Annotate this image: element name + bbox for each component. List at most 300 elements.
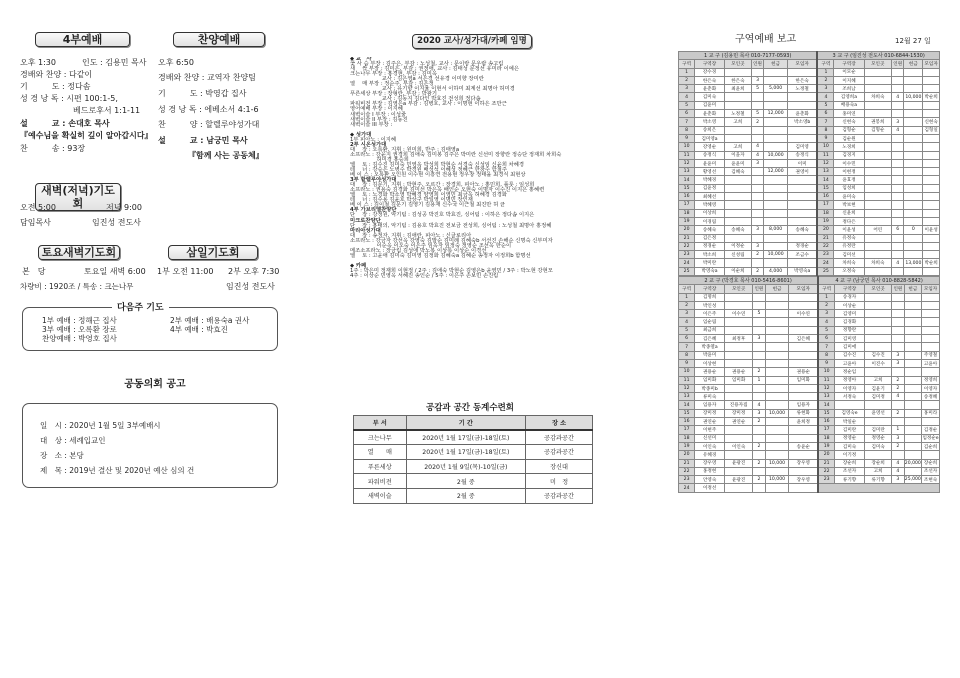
zone-number: 5 bbox=[817, 101, 834, 109]
zone-cell bbox=[764, 184, 788, 192]
table-row bbox=[679, 484, 940, 492]
zone-cell bbox=[923, 251, 940, 259]
zone-cell bbox=[892, 101, 904, 109]
table-cell: 장신대 bbox=[526, 459, 593, 474]
zone-cell bbox=[751, 184, 763, 192]
zone-number: 23 bbox=[817, 251, 834, 259]
zone-cell bbox=[725, 426, 753, 434]
zone-cell: 10,000 bbox=[765, 476, 789, 484]
zone-cell bbox=[892, 343, 904, 351]
zone-cell: 장순희 bbox=[865, 459, 892, 467]
zone-cell: 박영숙a bbox=[788, 267, 818, 275]
zone-cell bbox=[904, 451, 922, 459]
column-header: 모인곳 bbox=[724, 60, 751, 68]
zone-cell: 이진수 bbox=[865, 359, 892, 367]
zone-cell: 김윤기 bbox=[865, 384, 892, 392]
zone-number: 2 bbox=[818, 301, 834, 309]
zone-cell bbox=[904, 467, 922, 475]
saturday-note: 차량비 : 1920조 / 특송 : 크는나무 bbox=[20, 282, 134, 291]
zone-cell bbox=[789, 384, 818, 392]
zone-cell: 홍미연 bbox=[834, 110, 864, 118]
zone-cell bbox=[904, 209, 923, 217]
zone-cell bbox=[923, 143, 940, 151]
zone-cell: 김미선 bbox=[834, 251, 864, 259]
zone-cell: 이기정 bbox=[835, 451, 865, 459]
table-cell: 새벽이슬 bbox=[354, 488, 407, 503]
zone-cell bbox=[725, 351, 753, 359]
zone-cell: 윤춘화 bbox=[788, 110, 818, 118]
zone-cell: 김경화 bbox=[835, 318, 865, 326]
zone-cell: 이현정 bbox=[834, 168, 864, 176]
zone-cell bbox=[753, 359, 765, 367]
table-row bbox=[679, 242, 940, 250]
zone-number: 23 bbox=[679, 476, 695, 484]
zone-cell: 윤춘화 bbox=[695, 85, 725, 93]
zone-cell bbox=[904, 409, 922, 417]
zone-cell bbox=[764, 201, 788, 209]
zone-cell: 강수경 bbox=[695, 68, 725, 76]
zone-cell bbox=[751, 193, 763, 201]
appointment-line: 이순옥 이오숙 이은주 임옥자 임정숙 정영순 조선옥 한순이 bbox=[350, 242, 512, 249]
zone-cell: 2 bbox=[892, 376, 904, 384]
zone-cell: 김순희 bbox=[922, 442, 940, 450]
zone-cell: 조희남 bbox=[834, 85, 864, 93]
zone-cell bbox=[764, 126, 788, 134]
zone-cell: 박영숙a bbox=[695, 267, 725, 275]
zone-cell: 이미 bbox=[788, 159, 818, 167]
zone-cell: 정경순 bbox=[788, 242, 818, 250]
zone-cell: 장우영 bbox=[789, 476, 818, 484]
table-row bbox=[679, 126, 940, 134]
table-row bbox=[679, 226, 940, 234]
appointment-line: 엘 토 : 노경화 박소영 박혜경 양영희 이영민 최금옥 허혜경 김경화 bbox=[350, 192, 507, 199]
zone-number: 22 bbox=[817, 242, 834, 250]
zone-cell: 이모순 bbox=[834, 68, 864, 76]
zone-cell bbox=[765, 418, 789, 426]
zone-cell: 신현숙 bbox=[923, 118, 940, 126]
zone-cell bbox=[892, 151, 904, 159]
zone-cell: 김미애 bbox=[835, 343, 865, 351]
zone-cell: 진용자집 bbox=[725, 401, 753, 409]
zone-cell: 5 bbox=[751, 110, 763, 118]
zone-cell: 장미정 bbox=[725, 409, 753, 417]
zone-cell: 송윤순 bbox=[789, 442, 818, 450]
zone-number: 20 bbox=[818, 451, 834, 459]
zone-number: 4 bbox=[679, 93, 695, 101]
zone-number: 19 bbox=[679, 217, 695, 225]
table-row bbox=[679, 318, 940, 326]
praise-line: 성 경 낭 독 : 에베소서 4:1-6 bbox=[158, 105, 259, 114]
column-header: 부 서 bbox=[354, 416, 407, 431]
zone-cell bbox=[922, 368, 940, 376]
zone-cell bbox=[753, 426, 765, 434]
zone-cell: 3 bbox=[751, 76, 763, 84]
zone-cell bbox=[904, 168, 923, 176]
zone-cell bbox=[751, 209, 763, 217]
zone-cell: 3 bbox=[753, 409, 765, 417]
zone-cell bbox=[904, 76, 923, 84]
zone-cell: 김정순 bbox=[922, 426, 940, 434]
zone-cell bbox=[765, 343, 789, 351]
table-row bbox=[679, 326, 940, 334]
zone-number: 13 bbox=[818, 393, 834, 401]
zone-cell: 25,000 bbox=[904, 477, 921, 483]
zone-cell: 4 bbox=[892, 393, 904, 401]
appointment-line: 새벽이슬 III 부장 : bbox=[350, 121, 393, 128]
zone-number: 4 bbox=[679, 318, 695, 326]
zone-cell bbox=[788, 126, 818, 134]
table-cell: 2020년 1월 17일(금)-18일(토) bbox=[406, 430, 526, 445]
zone-number: 2 bbox=[817, 76, 834, 84]
zone-cell bbox=[789, 301, 818, 309]
zone-cell bbox=[788, 176, 818, 184]
zone-cell bbox=[923, 267, 940, 275]
appointment-line: 소프라노 : 권용숙 김경화 김미선 박은옥 배인순 오현숙 이명자 이수진 이지은 홍혜련 bbox=[350, 187, 545, 194]
zone-cell bbox=[892, 326, 904, 334]
zone-cell bbox=[765, 426, 789, 434]
zone-cell: 3 bbox=[892, 359, 904, 367]
table-row bbox=[679, 85, 940, 93]
zone-number: 23 bbox=[818, 476, 834, 484]
zone-cell bbox=[764, 234, 788, 242]
zone-cell bbox=[864, 251, 891, 259]
zone-cell: 김경지 bbox=[834, 151, 864, 159]
zone-cell: 정영아 bbox=[835, 376, 865, 384]
table-row bbox=[679, 384, 940, 392]
appointment-line: 영어예배 부장 : 이지혜 bbox=[350, 106, 403, 113]
zone-cell bbox=[892, 110, 904, 118]
zone-cell: 10,000 bbox=[765, 409, 789, 417]
table-row bbox=[679, 467, 940, 475]
appointment-line: 크는나무 부장 : 홍경현, 부감 : 김미옥 bbox=[350, 71, 437, 78]
zone-cell bbox=[725, 434, 753, 442]
zone-cell: 박소희 bbox=[695, 251, 725, 259]
zone-cell bbox=[764, 217, 788, 225]
zone-cell bbox=[923, 85, 940, 93]
zone-cell: 최정후 bbox=[725, 335, 753, 343]
district-caption: 1 교 구 (김용민 목사 010-7177-0593) bbox=[679, 52, 818, 60]
zone-cell: 2 bbox=[753, 442, 765, 450]
praise-sermon: 설 교 : 남궁민 목사 bbox=[158, 136, 248, 145]
zone-cell bbox=[922, 318, 940, 326]
zone-cell bbox=[765, 310, 789, 318]
zone-cell bbox=[724, 68, 751, 76]
service4-line: 베드로후서 1:1-11 bbox=[73, 106, 141, 115]
zone-cell: 윤희정 bbox=[789, 418, 818, 426]
zone-cell: 임용자 bbox=[789, 401, 818, 409]
zone-cell: 차희숙 bbox=[864, 259, 891, 267]
zone-number: 15 bbox=[817, 184, 834, 192]
zone-cell bbox=[765, 451, 789, 459]
zone-cell: 김영희a bbox=[834, 93, 864, 101]
zone-cell: 고희 bbox=[724, 143, 751, 151]
zone-cell bbox=[922, 451, 940, 459]
zone-cell bbox=[753, 384, 765, 392]
zone-cell bbox=[724, 184, 751, 192]
zone-cell bbox=[789, 351, 818, 359]
zone-cell bbox=[922, 326, 940, 334]
zone-cell: 박종미b bbox=[695, 384, 725, 392]
zone-cell bbox=[788, 209, 818, 217]
zone-cell: 김형순 bbox=[864, 126, 891, 134]
retreat-table bbox=[353, 415, 593, 504]
zone-number: 12 bbox=[679, 384, 695, 392]
appointment-line: 메조소프라노 : 장금림 김성애 박노복 이상록 이상순 이경선 bbox=[350, 247, 487, 254]
zone-number: 9 bbox=[679, 359, 695, 367]
appointment-line: 단 장 : 강정원, 악기팀 : 김성공 박진호 박효진, 싱어팀 : 이하은 정다솜 이지은 bbox=[350, 212, 535, 219]
zone-number: 12 bbox=[817, 159, 834, 167]
table-header-row bbox=[354, 416, 593, 431]
zone-cell bbox=[724, 193, 751, 201]
zone-number: 3 bbox=[679, 85, 695, 93]
zone-cell bbox=[922, 310, 940, 318]
zone-cell bbox=[751, 201, 763, 209]
column-header: 기 간 bbox=[406, 416, 526, 431]
zone-cell bbox=[753, 351, 765, 359]
zone-cell bbox=[904, 401, 922, 409]
zone-cell bbox=[788, 101, 818, 109]
prayer-item: 1부 예배 : 정해근 집사 bbox=[42, 316, 117, 325]
service4-leader: 인도 : 김용민 목사 bbox=[82, 58, 147, 67]
zone-cell bbox=[725, 343, 753, 351]
zone-number: 2 bbox=[679, 76, 695, 84]
zone-number: 6 bbox=[818, 335, 834, 343]
appointment-line: 새벽이슬 II 부장 : 김동진 bbox=[350, 116, 408, 123]
zone-number: 19 bbox=[679, 442, 695, 450]
zone-cell: 노정철 bbox=[788, 85, 818, 93]
appointment-line: ◆ 카페 bbox=[350, 262, 367, 269]
zone-cell: 권연순 bbox=[725, 418, 753, 426]
zone-number: 21 bbox=[679, 459, 695, 467]
table-row bbox=[679, 76, 940, 84]
zone-cell: 10,000 bbox=[905, 94, 922, 100]
column-header: 헌금 bbox=[764, 60, 788, 68]
zone-cell: 정영희 bbox=[922, 376, 940, 384]
zone-cell: 신성림 bbox=[724, 251, 751, 259]
zone-cell: 권용순 bbox=[725, 368, 753, 376]
appointment-line: 소프라노 : 강금자 강선옥 강영숙 김말순 김미례 김혜숙b 서선진 손해순 신명숙 신부미자 bbox=[350, 237, 553, 244]
zone-cell bbox=[904, 301, 922, 309]
zone-cell bbox=[865, 451, 892, 459]
zone-cell: 권연순 bbox=[695, 418, 725, 426]
appointment-line: 베 이 스 : 김이철 김문기 김영기 김용재 신수국 이근철 최진만 허 균 bbox=[350, 202, 506, 209]
zone-cell: 13,000 bbox=[905, 260, 922, 266]
zone-number: 14 bbox=[817, 176, 834, 184]
zone-cell bbox=[725, 301, 753, 309]
table-row bbox=[679, 310, 940, 318]
zone-cell bbox=[923, 201, 940, 209]
zone-cell: 3 bbox=[751, 242, 763, 250]
zone-cell bbox=[789, 467, 818, 475]
zone-cell bbox=[904, 85, 923, 93]
table-cell: 공감과공간 bbox=[526, 488, 593, 503]
zone-cell bbox=[923, 193, 940, 201]
zone-cell bbox=[751, 101, 763, 109]
appointment-line: 미크로찬양단 bbox=[350, 217, 381, 224]
zone-number: 16 bbox=[679, 193, 695, 201]
zone-cell: 윤춘화 bbox=[695, 110, 725, 118]
zone-cell: 류현화 bbox=[789, 409, 818, 417]
table-row bbox=[679, 351, 940, 359]
column-header: 모인곳 bbox=[864, 60, 891, 68]
zone-cell bbox=[753, 484, 765, 492]
column-header: 구역 bbox=[818, 285, 834, 293]
service4-sermon-title: 『예수님을 확실히 깊이 알아갑시다』 bbox=[20, 131, 153, 140]
zone-cell: 윤광진 bbox=[725, 476, 753, 484]
zone-cell: 이영자 bbox=[922, 384, 940, 392]
zone-number: 13 bbox=[679, 168, 695, 176]
table-row bbox=[679, 93, 940, 101]
assembly-line: 장 소 : 본당 bbox=[40, 451, 84, 460]
table-cell: 미 정 bbox=[526, 474, 593, 489]
dawn-title: 새벽(저녁)기도회 bbox=[35, 183, 121, 211]
zone-cell bbox=[864, 110, 891, 118]
zone-number: 9 bbox=[679, 134, 695, 142]
zone-cell: 정순임 bbox=[835, 368, 865, 376]
zone-cell: 고윤아 bbox=[835, 359, 865, 367]
column-header: 구역장 bbox=[835, 285, 865, 293]
zone-cell: 2 bbox=[892, 384, 904, 392]
zone-cell bbox=[892, 143, 904, 151]
zone-cell: 4,000 bbox=[764, 267, 788, 275]
zone-cell bbox=[892, 267, 904, 275]
column-header: 모임자 bbox=[788, 60, 818, 68]
zone-cell bbox=[764, 118, 788, 126]
table-cell: 공감과공간 bbox=[526, 430, 593, 445]
zone-cell bbox=[751, 134, 763, 142]
zone-number: 10 bbox=[818, 368, 834, 376]
table-row bbox=[679, 209, 940, 217]
zone-cell: 김형일 bbox=[923, 126, 940, 134]
zone-cell bbox=[753, 326, 765, 334]
zone-cell bbox=[923, 234, 940, 242]
zone-number: 13 bbox=[679, 393, 695, 401]
zone-cell: 김수진 bbox=[865, 351, 892, 359]
zone-cell bbox=[864, 234, 891, 242]
appointment-line: 마리아성가대 bbox=[350, 227, 381, 234]
zone-cell: 20,000 bbox=[904, 460, 921, 466]
zone-cell: 이윤성 bbox=[923, 226, 940, 234]
zone-cell bbox=[765, 318, 789, 326]
zone-cell bbox=[724, 126, 751, 134]
zone-cell: 윤윤미 bbox=[695, 159, 725, 167]
zone-cell bbox=[864, 159, 891, 167]
zone-cell: 황영선 bbox=[695, 168, 725, 176]
zone-number: 8 bbox=[818, 351, 834, 359]
zone-cell bbox=[904, 68, 923, 76]
zone-cell bbox=[789, 326, 818, 334]
zone-cell bbox=[753, 434, 765, 442]
zone-cell bbox=[751, 176, 763, 184]
zone-cell bbox=[865, 335, 892, 343]
zone-number: 16 bbox=[817, 193, 834, 201]
zone-cell bbox=[904, 151, 923, 159]
dawn-left: 담임목사 bbox=[20, 218, 51, 227]
zone-number: 11 bbox=[679, 376, 695, 384]
zone-number: 17 bbox=[679, 201, 695, 209]
assembly-title: 공동의회 공고 bbox=[124, 379, 186, 390]
zone-number: 12 bbox=[818, 384, 834, 392]
zone-cell bbox=[788, 184, 818, 192]
zone-cell bbox=[904, 184, 923, 192]
zone-cell: 권영이 bbox=[788, 168, 818, 176]
zone-cell: 유혜경 bbox=[695, 451, 725, 459]
appointment-line: 베 이 스 : 오록환 오인원 이수현 이흥연 전용현 정우창 정태을 최경식 최현상 bbox=[350, 172, 526, 179]
zone-cell bbox=[922, 401, 940, 409]
appointment-line: 파워비전 부장 : 김영은a 부감 : 김병호, 교사 : 이명현 이하은 조만근 bbox=[350, 101, 507, 108]
prayer-item: 2부 예배 : 배용숙a 권사 bbox=[170, 316, 250, 325]
zone-cell: 임정순e bbox=[922, 434, 940, 442]
zone-cell: 이정순 bbox=[724, 242, 751, 250]
zone-cell: 차희숙 bbox=[834, 259, 864, 267]
zone-cell bbox=[764, 159, 788, 167]
zone-cell: 김형순 bbox=[834, 126, 864, 134]
appoint-title: 2020 교사/성가대/카페 임명 bbox=[412, 34, 532, 49]
zone-cell: 송희은 bbox=[695, 126, 725, 134]
zone-cell: 윤영선 bbox=[865, 409, 892, 417]
zone-cell bbox=[864, 184, 891, 192]
zone-cell: 윤효정 bbox=[834, 176, 864, 184]
zone-cell: 김미영 bbox=[835, 335, 865, 343]
table-cell: 크는나무 bbox=[354, 430, 407, 445]
table-row bbox=[679, 193, 940, 201]
zone-cell: 이수연 bbox=[789, 310, 818, 318]
zone-cell: 임순림 bbox=[695, 318, 725, 326]
zone-cell bbox=[865, 343, 892, 351]
column-header: 모인곳 bbox=[725, 285, 753, 293]
column-header: 구역장 bbox=[834, 60, 864, 68]
zone-number: 24 bbox=[817, 259, 834, 267]
zone-cell bbox=[904, 434, 922, 442]
appointment-line: 3부 할렐루야성가대 bbox=[350, 177, 397, 184]
zone-cell bbox=[904, 343, 922, 351]
zone-number: 19 bbox=[818, 442, 834, 450]
zone-cell: 윤미숙 bbox=[834, 193, 864, 201]
appointment-line: ◆ 교 사 bbox=[350, 57, 372, 62]
zone-cell: 김미란 bbox=[865, 426, 892, 434]
zone-cell: 김순원 bbox=[834, 134, 864, 142]
zone-cell: 고희 bbox=[724, 118, 751, 126]
table-row bbox=[679, 293, 940, 301]
zone-cell bbox=[789, 426, 818, 434]
zone-cell: 김미숙 bbox=[695, 93, 725, 101]
dawn-pm: 저녁 9:00 bbox=[106, 203, 142, 212]
column-header: 구역 bbox=[679, 60, 695, 68]
zone-cell: 송정혜 bbox=[922, 393, 940, 401]
zone-cell: 4 bbox=[751, 151, 763, 159]
column-header: 모인곳 bbox=[865, 285, 892, 293]
zone-table-lower bbox=[678, 276, 940, 493]
zone-cell: 홍정현 bbox=[695, 467, 725, 475]
zone-cell bbox=[765, 368, 789, 376]
zone-number: 7 bbox=[679, 343, 695, 351]
column-header: 모임자 bbox=[923, 60, 940, 68]
zone-cell: 임미화 bbox=[725, 376, 753, 384]
zone-cell: 장순희 bbox=[922, 459, 940, 467]
zone-number: 5 bbox=[679, 101, 695, 109]
zone-cell: 이윤성 bbox=[834, 226, 864, 234]
zone-header-row bbox=[679, 60, 940, 68]
zone-cell: 노경희 bbox=[834, 143, 864, 151]
zone-cell bbox=[864, 134, 891, 142]
zone-number: 4 bbox=[818, 318, 834, 326]
assembly-line: 일 시 : 2020년 1월 5일 3부예배시 bbox=[40, 421, 161, 430]
zone-cell bbox=[724, 176, 751, 184]
zone-cell bbox=[892, 85, 904, 93]
zone-cell: 5 bbox=[751, 85, 763, 93]
table-row bbox=[679, 409, 940, 417]
column-header: 헌금 bbox=[904, 60, 923, 68]
